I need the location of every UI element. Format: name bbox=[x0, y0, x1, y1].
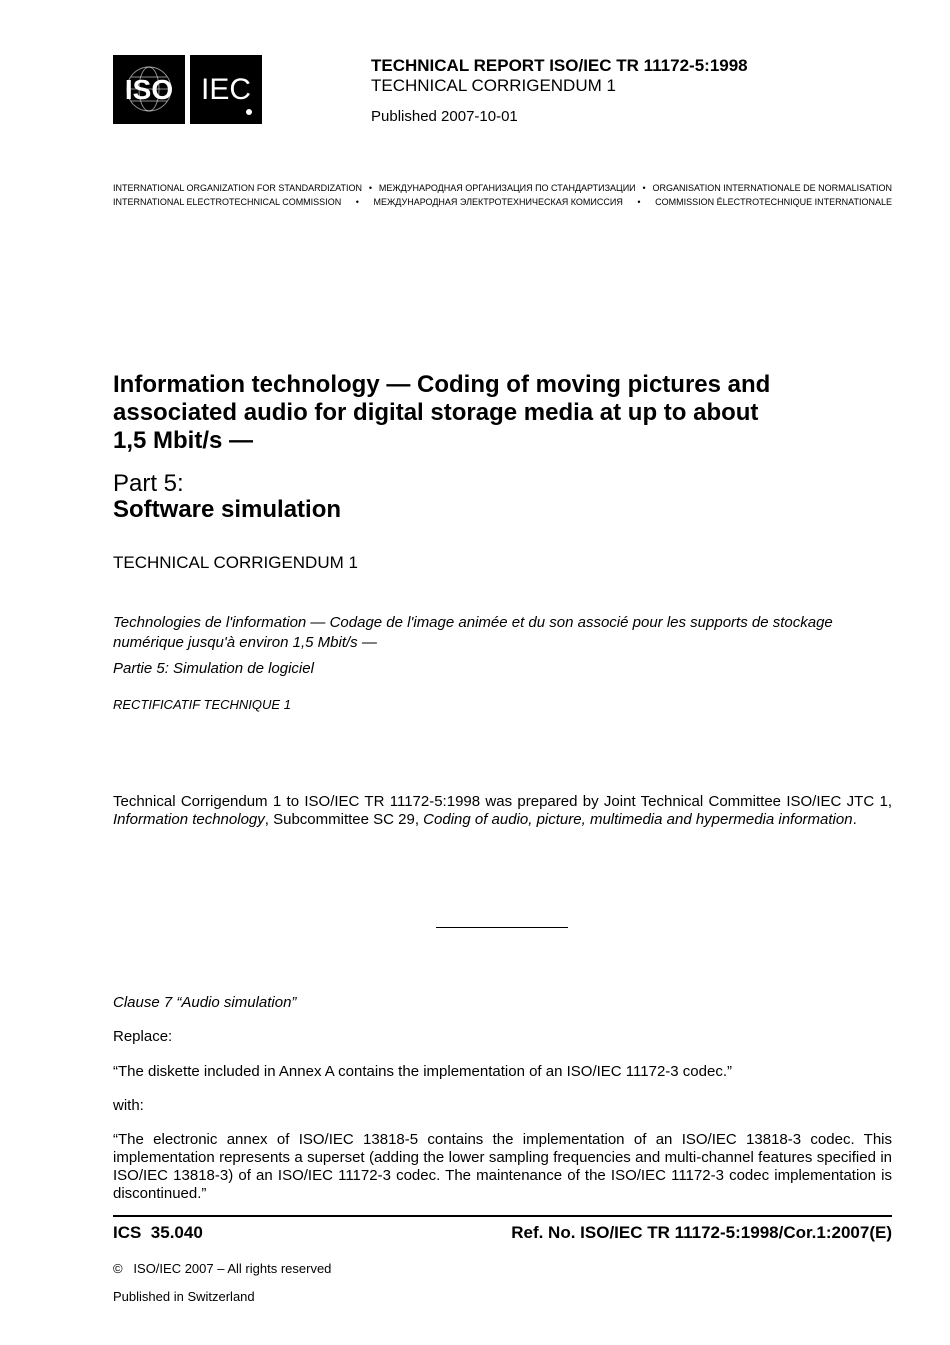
organization-line-iso bbox=[113, 183, 892, 193]
french-title: Technologies de l'information — Codage de l'image animée et du son associé pour les supports de stockage numérique jusqu'à environ 1,5 Mbit/s — bbox=[113, 614, 833, 651]
title-line: Information technology — Coding of moving pictures and bbox=[113, 371, 771, 398]
iec-logo-text: IEC bbox=[200, 73, 252, 106]
with-label: with: bbox=[113, 1097, 144, 1114]
intro-text: . bbox=[852, 811, 857, 828]
report-title: TECHNICAL REPORT ISO/IEC TR 11172-5:1998 bbox=[371, 56, 748, 75]
document-title bbox=[113, 371, 873, 455]
title-line: associated audio for digital storage media at up to about bbox=[113, 399, 759, 426]
org-name-fr: COMMISSION ÉLECTROTECHNIQUE INTERNATIONALE bbox=[655, 197, 892, 207]
subcommittee-name: Coding of audio, picture, multimedia and hypermedia information bbox=[423, 811, 853, 828]
part-title: Software simulation bbox=[113, 496, 342, 523]
iso-iec-logo bbox=[113, 55, 262, 124]
iec-logo-dot bbox=[246, 109, 252, 115]
published-date: Published 2007-10-01 bbox=[371, 108, 518, 125]
bullet: • bbox=[642, 183, 646, 193]
new-text: “The electronic annex of ISO/IEC 13818-5 contains the implementation of an ISO/IEC 13818-3 codec. This implementation represents a superset (adding the lower sampling frequencies and multi-channel features specified in ISO/IEC 13818-3) of an ISO/IEC 11172-3 codec. The maintenance of the ISO/IEC 11172-3 codec implementation is discontinued.” bbox=[113, 1131, 892, 1202]
clause-heading: Clause 7 “Audio simulation” bbox=[113, 994, 297, 1011]
org-name-en: INTERNATIONAL ELECTROTECHNICAL COMMISSION bbox=[113, 197, 342, 207]
old-text: “The diskette included in Annex A contains the implementation of an ISO/IEC 11172-3 codec.” bbox=[113, 1063, 732, 1080]
french-corrigendum-label: RECTIFICATIF TECHNIQUE 1 bbox=[113, 697, 291, 712]
org-name-fr: ORGANISATION INTERNATIONALE DE NORMALISATION bbox=[652, 183, 892, 193]
footer-rule bbox=[113, 1215, 892, 1217]
reference-number: Ref. No. ISO/IEC TR 11172-5:1998/Cor.1:2007(E) bbox=[511, 1223, 892, 1242]
bullet: • bbox=[355, 197, 359, 207]
published-in: Published in Switzerland bbox=[113, 1289, 255, 1304]
organization-line-iec bbox=[113, 197, 892, 207]
intro-text: Technical Corrigendum 1 to ISO/IEC TR 11172-5:1998 was prepared by Joint Technical Committee ISO/IEC JTC 1, bbox=[113, 793, 892, 810]
org-name-ru: МЕЖДУНАРОДНАЯ ОРГАНИЗАЦИЯ ПО СТАНДАРТИЗАЦИИ bbox=[378, 183, 636, 193]
iso-logo-text: ISO bbox=[124, 74, 174, 105]
org-name-en: INTERNATIONAL ORGANIZATION FOR STANDARDIZATION bbox=[113, 183, 363, 193]
committee-name: Information technology bbox=[113, 811, 265, 828]
ics-code: ICS 35.040 bbox=[113, 1223, 203, 1242]
copyright-notice: © ISO/IEC 2007 – All rights reserved bbox=[113, 1261, 332, 1276]
org-name-ru: МЕЖДУНАРОДНАЯ ЭЛЕКТРОТЕХНИЧЕСКАЯ КОМИССИЯ bbox=[373, 197, 623, 207]
bullet: • bbox=[637, 197, 641, 207]
french-part-title: Partie 5: Simulation de logiciel bbox=[113, 660, 314, 677]
corrigendum-label: TECHNICAL CORRIGENDUM 1 bbox=[113, 553, 358, 572]
bullet: • bbox=[368, 183, 372, 193]
intro-text: , Subcommittee SC 29, bbox=[264, 811, 424, 828]
intro-paragraph bbox=[113, 793, 892, 829]
title-line: 1,5 Mbit/s — bbox=[113, 427, 254, 454]
corrigendum-heading: TECHNICAL CORRIGENDUM 1 bbox=[371, 76, 616, 95]
part-number: Part 5: bbox=[113, 470, 184, 497]
replace-label: Replace: bbox=[113, 1028, 173, 1045]
section-separator bbox=[436, 927, 568, 928]
